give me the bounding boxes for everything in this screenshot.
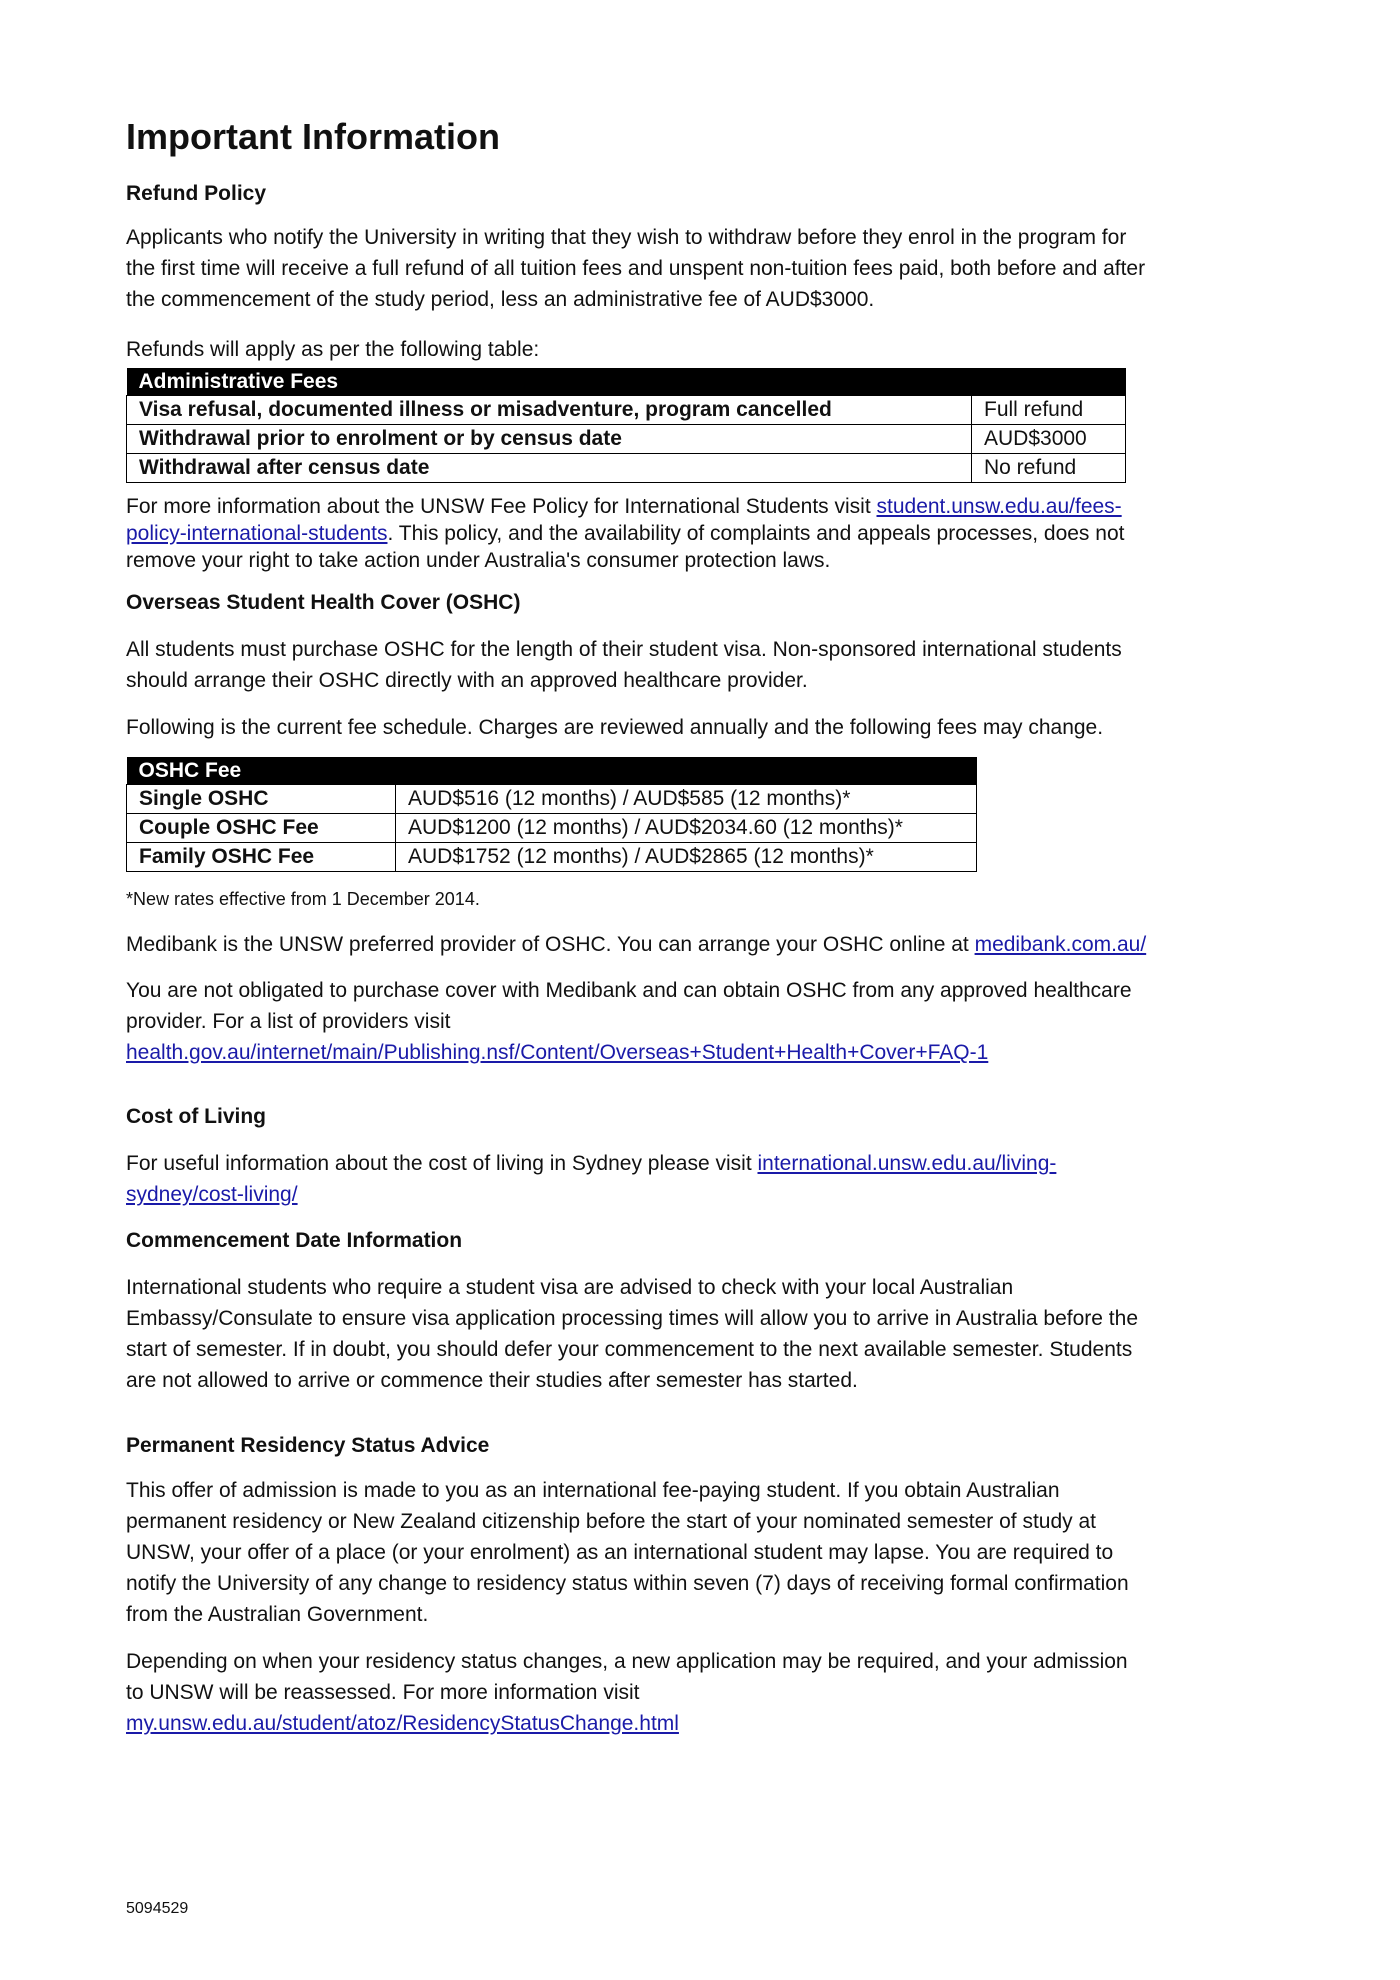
text-line: the commencement of the study period, less an administrative fee of AUD$3000.	[126, 288, 875, 311]
health-gov-link[interactable]: health.gov.au/internet/main/Publishing.nsf/Content/Overseas+Student+Health+Cover+FAQ-1	[126, 1041, 989, 1064]
fee-policy-link-cont[interactable]: policy-international-students	[126, 522, 388, 545]
text-line: International students who require a student visa are advised to check with your local Australian	[126, 1276, 1014, 1299]
living-link-cont[interactable]: sydney/cost-living/	[126, 1183, 298, 1206]
text-line: to UNSW will be reassessed. For more information visit	[126, 1681, 640, 1704]
page-title: Important Information	[126, 116, 500, 157]
providers-paragraph	[126, 975, 1132, 1068]
text: . This policy, and the availability of complaints and appeals processes, does not	[387, 522, 1125, 545]
admin-fees-table	[126, 368, 1126, 483]
row-label: Couple OSHC Fee	[127, 814, 396, 843]
document-number: 5094529	[126, 1900, 189, 1917]
text-line: UNSW, your offer of a place (or your enrolment) as an international student may lapse. You are required to	[126, 1541, 1114, 1564]
text: Medibank is the UNSW preferred provider of OSHC. You can arrange your OSHC online at	[126, 933, 975, 956]
text: For more information about the UNSW Fee Policy for International Students visit	[126, 495, 877, 518]
table-row	[127, 814, 977, 843]
text-line: Depending on when your residency status changes, a new application may be required, and your admission	[126, 1650, 1128, 1673]
text-line: This offer of admission is made to you as an international fee-paying student. If you obtain Australian	[126, 1479, 1060, 1502]
text-line: should arrange their OSHC directly with an approved healthcare provider.	[126, 669, 808, 692]
medibank-paragraph	[126, 929, 1146, 960]
row-value: AUD$3000	[972, 425, 1126, 454]
row-label: Single OSHC	[127, 785, 396, 814]
table-intro: Refunds will apply as per the following table:	[126, 338, 540, 361]
row-value: AUD$1200 (12 months) / AUD$2034.60 (12 months)*	[396, 814, 977, 843]
oshc-fee-table	[126, 757, 977, 872]
text-line: You are not obligated to purchase cover with Medibank and can obtain OSHC from any approved healthcare	[126, 979, 1132, 1002]
table-row	[127, 843, 977, 872]
text-line: permanent residency or New Zealand citizenship before the start of your nominated semester of study at	[126, 1510, 1096, 1533]
row-value: No refund	[972, 454, 1126, 483]
row-label: Visa refusal, documented illness or misadventure, program cancelled	[127, 396, 972, 425]
row-value: Full refund	[972, 396, 1126, 425]
commencement-heading: Commencement Date Information	[126, 1229, 463, 1252]
text-line: Applicants who notify the University in writing that they wish to withdraw before they enrol in the program for	[126, 226, 1127, 249]
commencement-paragraph	[126, 1272, 1138, 1396]
residency-paragraph	[126, 1475, 1129, 1630]
row-label: Withdrawal prior to enrolment or by census date	[127, 425, 972, 454]
text-line: the first time will receive a full refund of all tuition fees and unspent non-tuition fees paid, both before and after	[126, 257, 1146, 280]
table-header: Administrative Fees	[127, 368, 1126, 396]
text-line: start of semester. If in doubt, you should defer your commencement to the next available semester. Students	[126, 1338, 1133, 1361]
row-value: AUD$1752 (12 months) / AUD$2865 (12 months)*	[396, 843, 977, 872]
living-link[interactable]: international.unsw.edu.au/living-	[757, 1152, 1057, 1175]
table-header: OSHC Fee	[127, 757, 977, 785]
row-label: Family OSHC Fee	[127, 843, 396, 872]
row-value: AUD$516 (12 months) / AUD$585 (12 months)*	[396, 785, 977, 814]
rates-note: *New rates effective from 1 December 2014.	[126, 889, 480, 909]
fee-schedule-text: Following is the current fee schedule. Charges are reviewed annually and the following fees may change.	[126, 716, 1104, 739]
text: For useful information about the cost of living in Sydney please visit	[126, 1152, 758, 1175]
oshc-paragraph	[126, 634, 1122, 696]
text-line: are not allowed to arrive or commence their studies after semester has started.	[126, 1369, 858, 1392]
text-line: Embassy/Consulate to ensure visa application processing times will allow you to arrive in Australia before the	[126, 1307, 1138, 1330]
fee-policy-link[interactable]: student.unsw.edu.au/fees-	[876, 495, 1122, 518]
medibank-link[interactable]: medibank.com.au/	[974, 933, 1147, 956]
table-row	[127, 396, 1126, 425]
cost-of-living-heading: Cost of Living	[126, 1105, 266, 1128]
table-row	[127, 785, 977, 814]
refund-heading: Refund Policy	[126, 182, 267, 205]
table-row	[127, 454, 1126, 483]
cost-of-living-paragraph	[126, 1148, 1056, 1210]
oshc-heading: Overseas Student Health Cover (OSHC)	[126, 591, 521, 614]
row-label: Withdrawal after census date	[127, 454, 972, 483]
residency-link[interactable]: my.unsw.edu.au/student/atoz/ResidencyStatusChange.html	[126, 1712, 679, 1735]
refund-paragraph	[126, 222, 1145, 315]
table-row	[127, 425, 1126, 454]
residency-heading: Permanent Residency Status Advice	[126, 1434, 490, 1457]
text-line: All students must purchase OSHC for the length of their student visa. Non-sponsored international students	[126, 638, 1122, 661]
text-line: notify the University of any change to residency status within seven (7) days of receiving formal confirmation	[126, 1572, 1129, 1595]
text-line: provider. For a list of providers visit	[126, 1010, 451, 1033]
text-line: from the Australian Government.	[126, 1603, 429, 1626]
text-line: remove your right to take action under Australia's consumer protection laws.	[126, 549, 831, 572]
residency-change-paragraph	[126, 1646, 1128, 1739]
fee-policy-paragraph	[126, 493, 1124, 574]
